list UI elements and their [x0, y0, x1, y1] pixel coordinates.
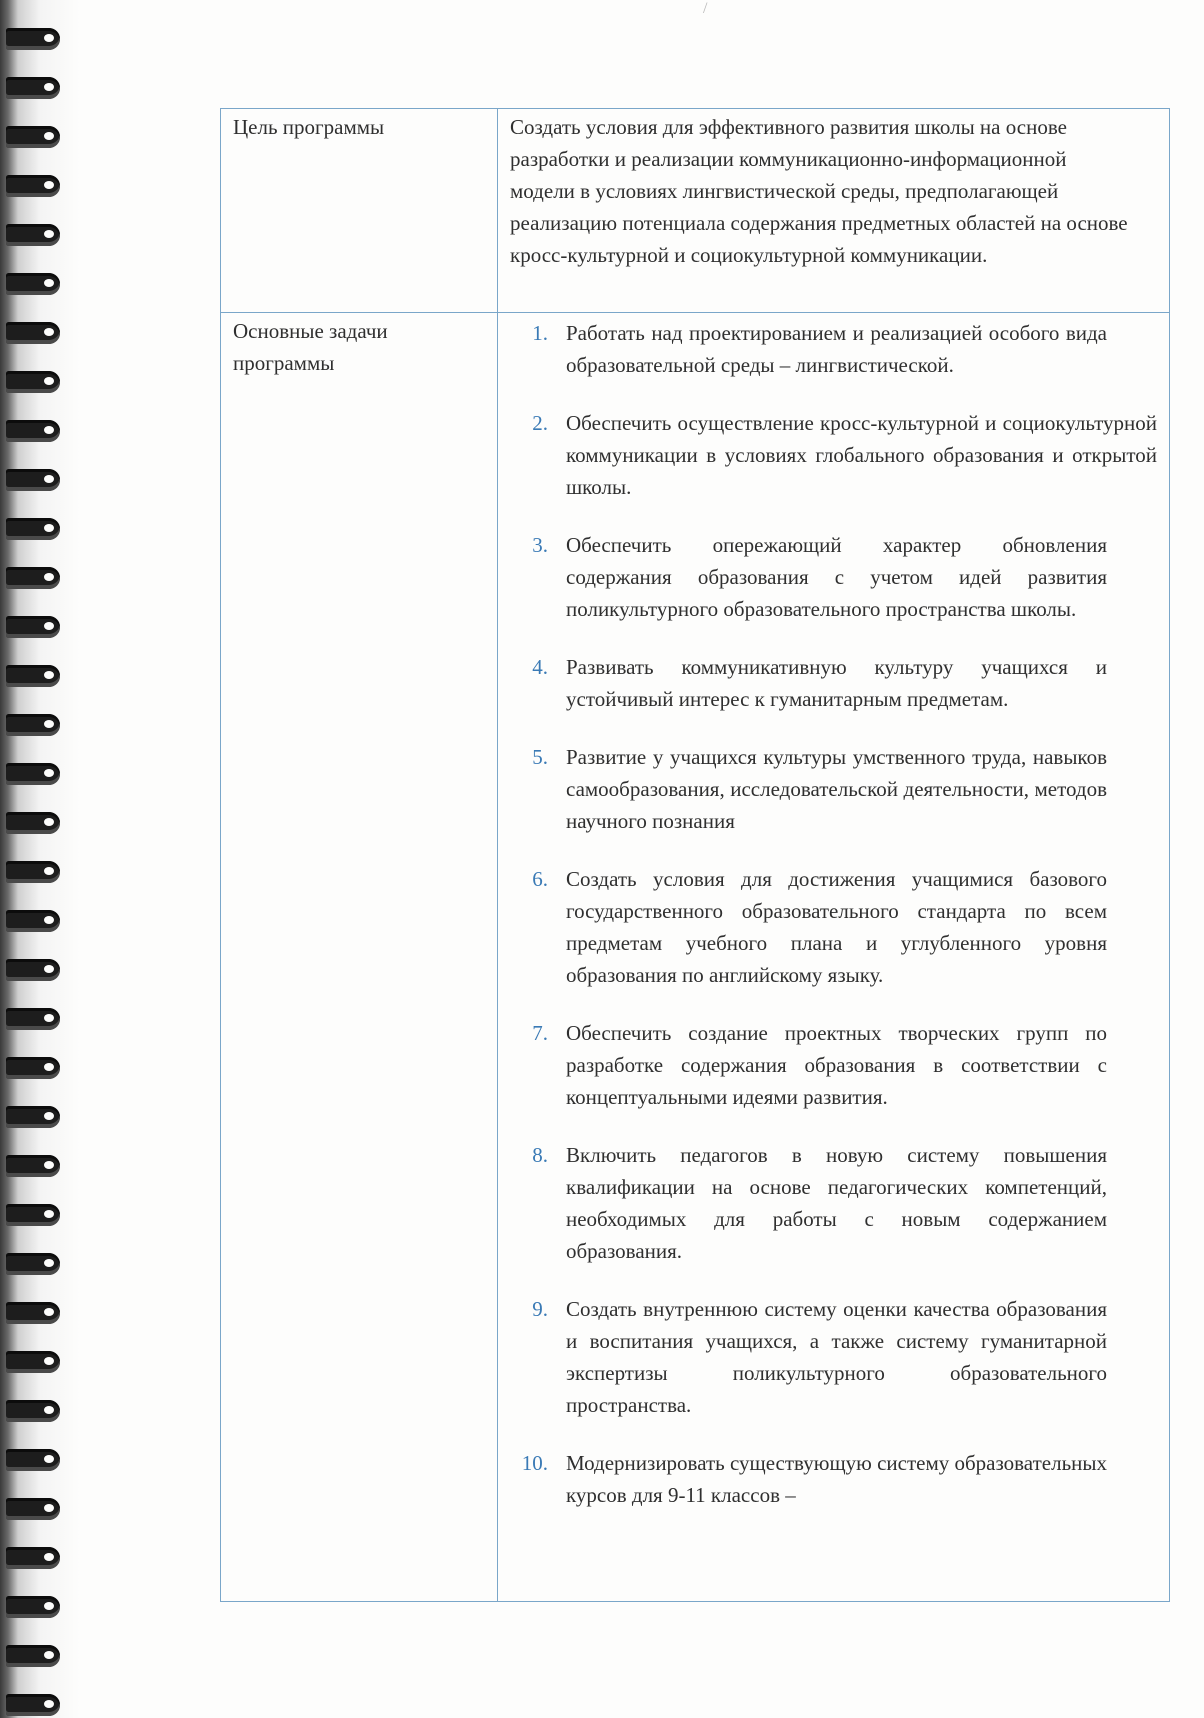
- tasks-cell: [498, 313, 1170, 1602]
- goal-row: [221, 109, 1170, 313]
- binding-ring: [6, 1547, 60, 1569]
- task-text: Работать над проектированием и реализацией особого вида образовательной среды – лингвистической.: [566, 321, 1107, 377]
- binding-ring: [6, 1596, 60, 1618]
- binding-ring: [6, 812, 60, 834]
- binding-ring: [6, 322, 60, 344]
- binding-ring: [6, 616, 60, 638]
- task-item: [510, 741, 1157, 837]
- task-text: Обеспечить опережающий характер обновления содержания образования с учетом идей развития поликультурного образовательного пространства школы.: [566, 533, 1107, 621]
- task-item: [510, 1447, 1157, 1511]
- tasks-row: [221, 313, 1170, 1602]
- task-number: 10.: [521, 1451, 548, 1475]
- task-text: Включить педагогов в новую систему повышения квалификации на основе педагогических компетенций, необходимых для работы с новым содержанием образования.: [566, 1143, 1107, 1263]
- task-text: Развитие у учащихся культуры умственного труда, навыков самообразования, исследовательской деятельности, методов научного познания: [566, 745, 1107, 833]
- binding-ring: [6, 1400, 60, 1422]
- task-number: 6.: [532, 867, 548, 891]
- binding-ring: [6, 175, 60, 197]
- binding-ring: [6, 714, 60, 736]
- binding-ring: [6, 1694, 60, 1716]
- tasks-list: [510, 317, 1157, 1511]
- task-text: Модернизировать существующую систему образовательных курсов для 9-11 классов –: [566, 1451, 1107, 1507]
- binding-ring: [6, 1302, 60, 1324]
- page-mark: /: [703, 0, 708, 17]
- task-text: Создать внутреннюю систему оценки качества образования и воспитания учащихся, а также систему гуманитарной экспертизы поликультурного образовательного пространства.: [566, 1297, 1107, 1417]
- binding-ring: [6, 567, 60, 589]
- task-text: Обеспечить создание проектных творческих групп по разработке содержания образования в соответствии с концептуальными идеями развития.: [566, 1021, 1107, 1109]
- task-item: [510, 1293, 1157, 1421]
- task-number: 7.: [532, 1021, 548, 1045]
- binding-ring: [6, 371, 60, 393]
- binding-ring: [6, 1351, 60, 1373]
- task-item: [510, 1139, 1157, 1267]
- binding-ring: [6, 910, 60, 932]
- binding-ring: [6, 1106, 60, 1128]
- task-item: [510, 317, 1157, 381]
- task-item: [510, 1017, 1157, 1113]
- binding-ring: [6, 126, 60, 148]
- task-item: [510, 407, 1157, 503]
- binding-ring: [6, 1645, 60, 1667]
- binding-ring: [6, 861, 60, 883]
- task-number: 4.: [532, 655, 548, 679]
- binding-ring: [6, 469, 60, 491]
- task-number: 3.: [532, 533, 548, 557]
- task-text: Обеспечить осуществление кросс-культурной и социокультурной коммуникации в условиях глобального образования и открытой школы.: [566, 411, 1157, 499]
- binding-ring: [6, 77, 60, 99]
- binding-ring: [6, 273, 60, 295]
- binding-ring: [6, 1008, 60, 1030]
- binding-ring: [6, 763, 60, 785]
- binding-ring: [6, 1155, 60, 1177]
- binding-ring: [6, 1204, 60, 1226]
- spiral-binding: [0, 0, 90, 1718]
- tasks-label: Основные задачи программы: [221, 313, 498, 1602]
- task-number: 1.: [532, 321, 548, 345]
- goal-label: Цель программы: [221, 109, 498, 313]
- goal-text: Создать условия для эффективного развития школы на основе разработки и реализации коммуникационно-информационной модели в условиях лингвистической среды, предполагающей реализацию потенциала содержания предметных областей на основе кросс-культурной и социокультурной коммуникации.: [498, 109, 1170, 313]
- task-number: 8.: [532, 1143, 548, 1167]
- binding-ring: [6, 28, 60, 50]
- program-table: [220, 108, 1170, 1602]
- binding-ring: [6, 959, 60, 981]
- task-text: Развивать коммуникативную культуру учащихся и устойчивый интерес к гуманитарным предметам.: [566, 655, 1107, 711]
- task-number: 2.: [532, 411, 548, 435]
- binding-ring: [6, 665, 60, 687]
- task-number: 5.: [532, 745, 548, 769]
- binding-ring: [6, 1253, 60, 1275]
- binding-ring: [6, 1449, 60, 1471]
- task-item: [510, 863, 1157, 991]
- binding-ring: [6, 518, 60, 540]
- binding-ring: [6, 224, 60, 246]
- task-text: Создать условия для достижения учащимися базового государственного образовательного стандарта по всем предметам учебного плана и углубленного уровня образования по английскому языку.: [566, 867, 1107, 987]
- task-item: [510, 529, 1157, 625]
- binding-ring: [6, 1057, 60, 1079]
- task-item: [510, 651, 1157, 715]
- binding-ring: [6, 1498, 60, 1520]
- task-number: 9.: [532, 1297, 548, 1321]
- binding-ring: [6, 420, 60, 442]
